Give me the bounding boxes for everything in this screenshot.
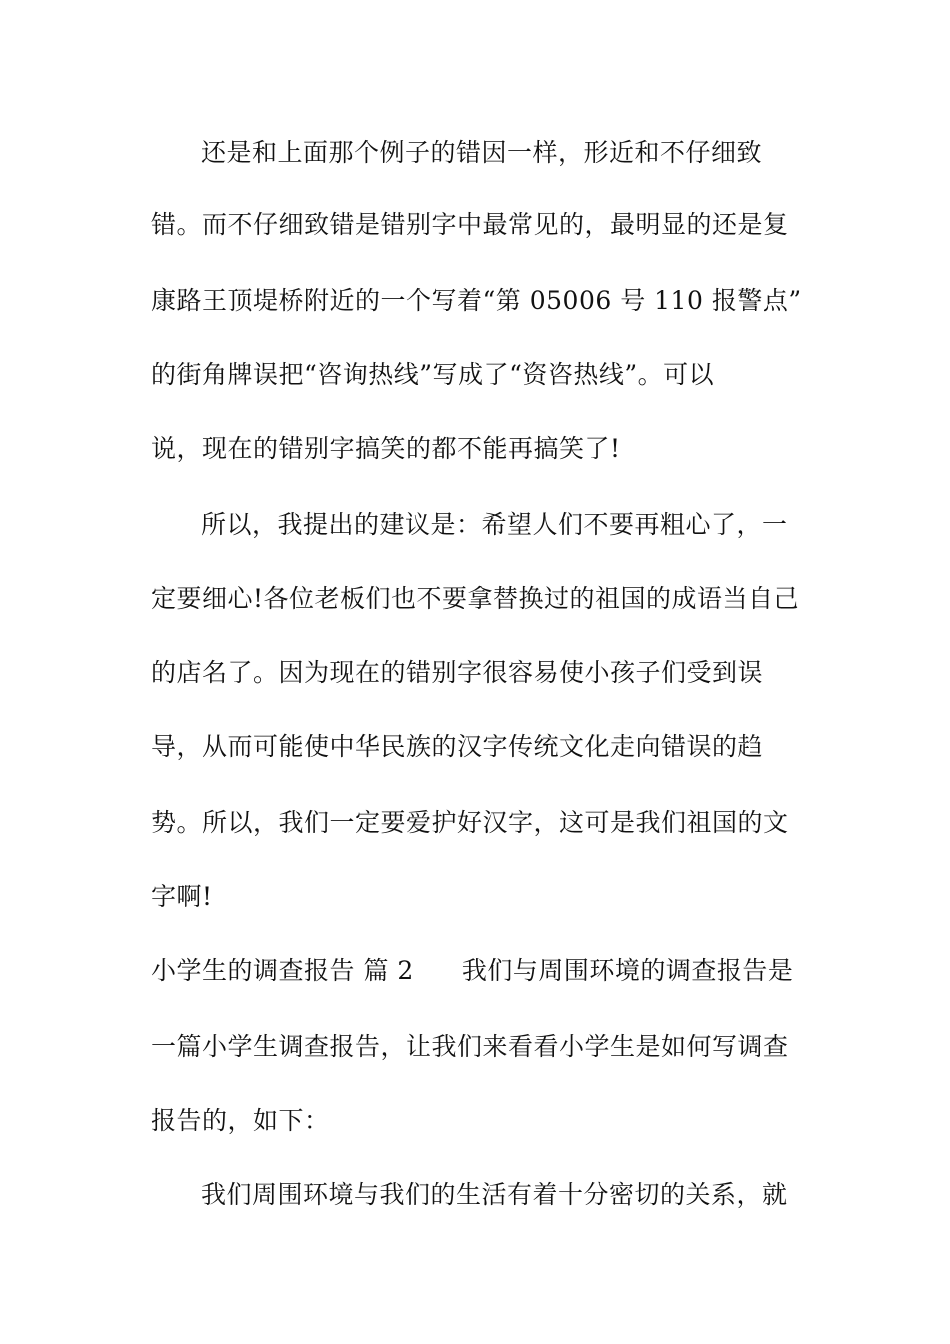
paragraph-line: 错。而不仔细致错是错别字中最常见的，最明显的还是复 — [151, 210, 789, 239]
section-heading-line — [151, 956, 811, 986]
paragraph-line: 定要细心!各位老板们也不要拿替换过的祖国的成语当自己 — [151, 584, 800, 613]
paragraph-line: 我们周围环境与我们的生活有着十分密切的关系，就 — [201, 1180, 788, 1209]
paragraph-line: 还是和上面那个例子的错因一样，形近和不仔细致 — [201, 138, 763, 167]
paragraph-line: 说，现在的错别字搞笑的都不能再搞笑了! — [151, 434, 621, 463]
paragraph-line: 的街角牌误把“咨询热线”写成了“资咨热线”。可以 — [151, 360, 715, 389]
paragraph-line: 所以，我提出的建议是：希望人们不要再粗心了，一 — [201, 510, 788, 539]
section-title: 小学生的调查报告 篇 2 — [151, 956, 414, 985]
paragraph-line: 报告的，如下： — [151, 1106, 330, 1135]
paragraph-line: 导，从而可能使中华民族的汉字传统文化走向错误的趋 — [151, 732, 764, 761]
paragraph-line: 字啊! — [151, 882, 213, 911]
paragraph-line: 势。所以，我们一定要爱护好汉字，这可是我们祖国的文 — [151, 808, 789, 837]
paragraph-line: 一篇小学生调查报告，让我们来看看小学生是如何写调查 — [151, 1032, 789, 1061]
paragraph-line: 康路王顶堤桥附近的一个写着“第 05006 号 110 报警点” — [151, 286, 802, 315]
paragraph-line: 的店名了。因为现在的错别字很容易使小孩子们受到误 — [151, 658, 764, 687]
paragraph-text: 我们与周围环境的调查报告是 — [461, 956, 794, 985]
